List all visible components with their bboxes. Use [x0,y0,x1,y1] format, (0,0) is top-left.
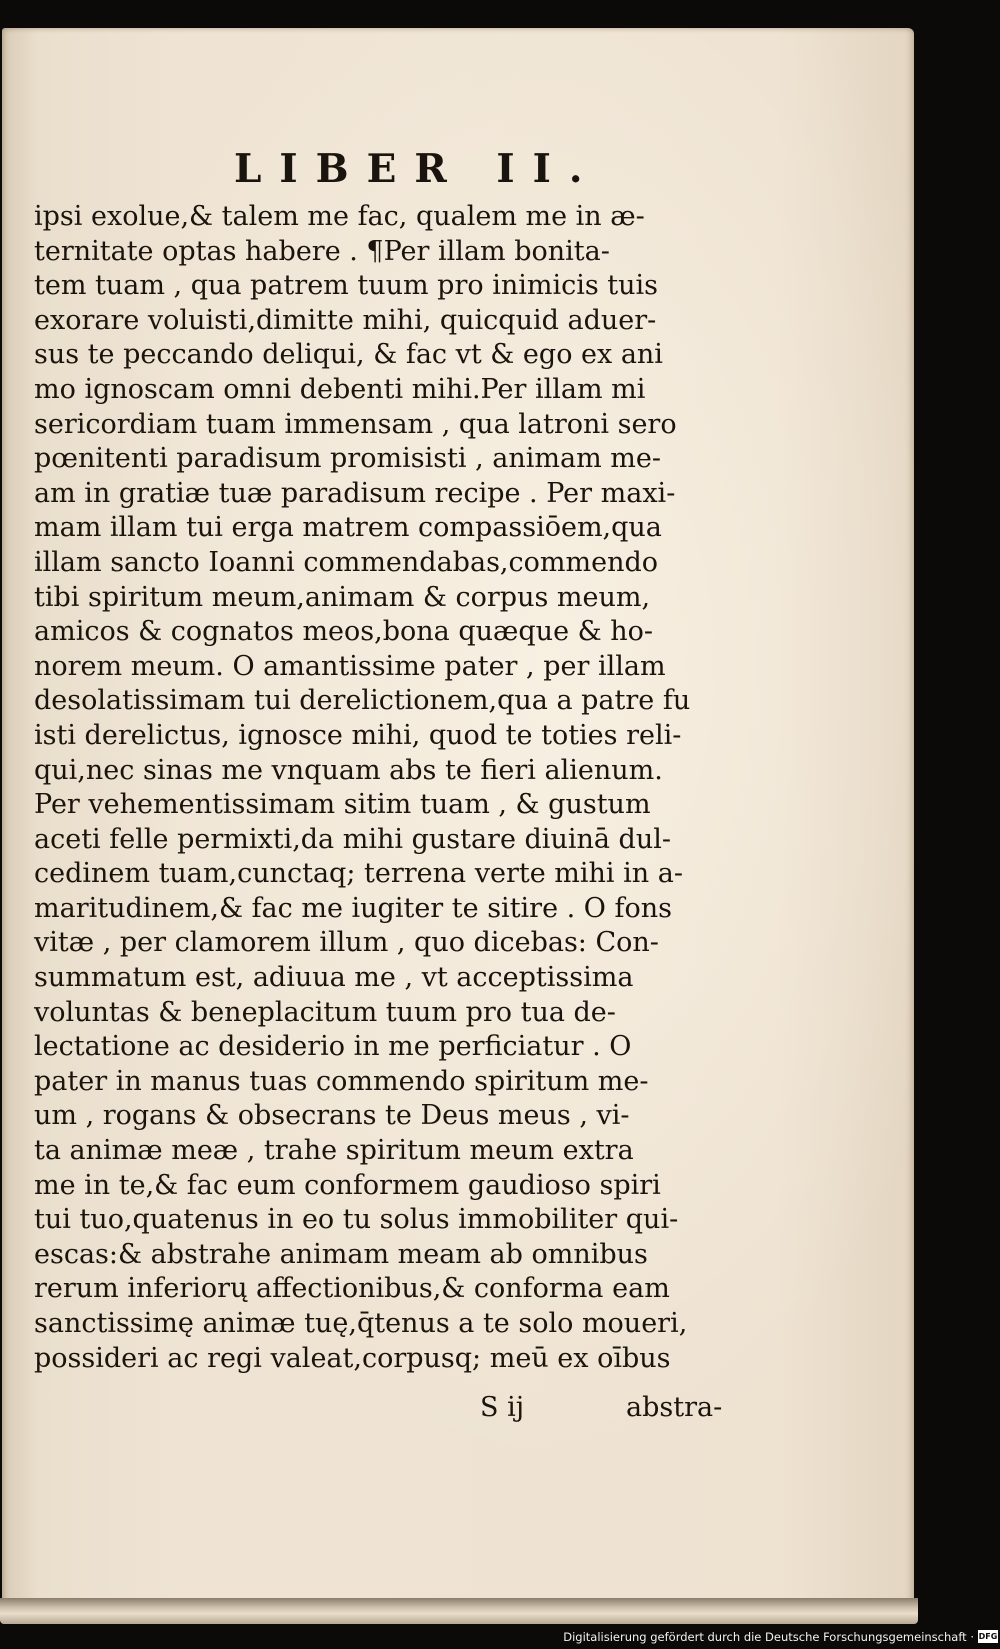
text-line: summatum est, adiuua me , vt acceptissima [34,962,634,994]
catchword: abstra- [626,1392,723,1423]
text-line: mo ignoscam omni debenti mihi.Per illam mi [34,373,646,405]
text-line: sus te peccando deliqui, & fac vt & ego ex ani [34,339,663,371]
text-line: pœnitenti paradisum promisisti , animam me- [34,443,661,475]
text-line: tem tuam , qua patrem tuum pro inimicis tuis [34,270,659,302]
signature-mark: S ij [480,1392,525,1423]
text-line: tui tuo,quatenus in eo tu solus immobiliter qui- [34,1204,679,1236]
running-head: LIBER II. [234,146,601,192]
text-line: me in te,& fac eum conformem gaudioso spiri [34,1169,661,1201]
text-line: ta animæ meæ , trahe spiritum meum extra [34,1135,634,1167]
text-line: escas:& abstrahe animam meam ab omnibus [34,1238,648,1270]
text-line: rerum inferiorų affectionibus,& conforma eam [34,1273,670,1305]
text-line: aceti felle permixti,da mihi gustare diuinā dul- [34,823,671,855]
text-line: maritudinem,& fac me iugiter te sitire . O fons [34,892,673,924]
text-line: lectatione ac desiderio in me perficiatur . O [34,1031,632,1063]
text-line: ipsi exolue,& talem me fac, qualem me in æ- [34,201,645,232]
text-line: sericordiam tuam immensam , qua latroni sero [34,408,677,440]
text-line: cedinem tuam,cunctaq; terrena verte mihi in a- [34,858,683,890]
text-line: tibi spiritum meum,animam & corpus meum, [34,581,651,613]
text-line: vitæ , per clamorem illum , quo dicebas: Con- [34,927,659,959]
text-line: sanctissimę animæ tuę,q̄tenus a te solo moueri, [34,1308,688,1339]
text-line: possideri ac regi valeat,corpusq; meū ex oībus [34,1342,671,1374]
text-line: qui,nec sinas me vnquam abs te fieri alienum. [34,754,663,786]
text-line: voluntas & beneplacitum tuum pro tua de- [34,996,616,1028]
text-line: desolatissimam tui derelictionem,qua a patre fu [34,685,691,717]
funding-credit: Digitalisierung gefördert durch die Deutsche Forschungsgemeinschaft · [563,1630,974,1644]
paper-page [2,28,914,1618]
text-line: Per vehementissimam sitim tuam , & gustum [34,789,651,821]
page-edge [0,1598,918,1624]
text-line: ternitate optas habere . ¶Per illam bonita- [34,235,610,267]
text-line: exorare voluisti,dimitte mihi, quicquid aduer- [34,304,657,336]
text-line: illam sancto Ioanni commendabas,commendo [34,546,658,578]
text-line: norem meum. O amantissime pater , per illam [34,650,666,682]
text-line: pater in manus tuas commendo spiritum me- [34,1065,649,1097]
text-line: um , rogans & obsecrans te Deus meus , vi- [34,1100,630,1132]
dfg-logo: DFG [978,1632,998,1641]
text-line: isti derelictus, ignosce mihi, quod te toties reli- [34,719,682,751]
text-line: amicos & cognatos meos,bona quæque & ho- [34,616,654,648]
text-line: mam illam tui erga matrem compassiōem,qua [34,512,662,544]
text-line: am in gratiæ tuæ paradisum recipe . Per maxi- [34,477,676,509]
body-text [34,200,754,1376]
footer-bar [0,1624,1000,1649]
